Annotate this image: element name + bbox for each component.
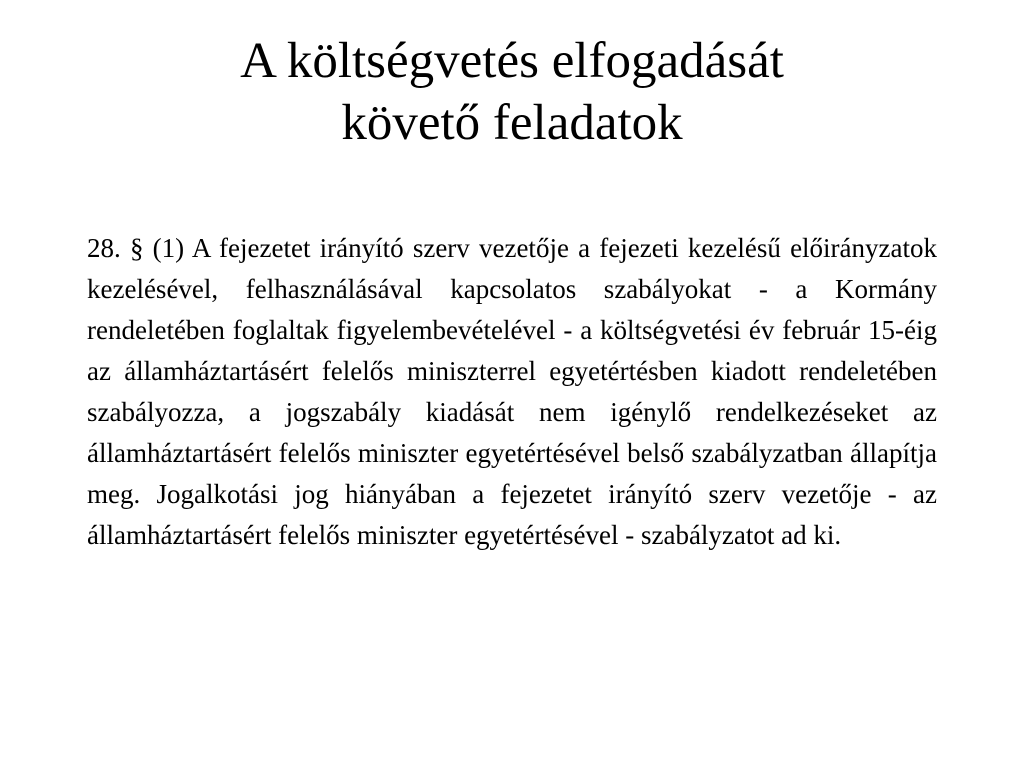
title-line-1: A költségvetés elfogadását	[240, 33, 784, 89]
slide-title	[80, 30, 944, 154]
body-paragraph: 28. § (1) A fejezetet irányító szerv vezetője a fejezeti kezelésű előirányzatok kezelésével, felhasználásával kapcsolatos szabályokat - a Kormány rendeletében foglaltak figyelembevételével - a költségvetési év február 15-éig az államháztartásért felelős miniszterrel egyetértésben kiadott rendeletében szabályozza, a jogszabály kiadását nem igénylő rendelkezéseket az államháztartásért felelős miniszter egyetértésével belső szabályzatban állapítja meg. Jogalkotási jog hiányában a fejezetet irányító szerv vezetője - az államháztartásért felelős miniszter egyetértésével - szabályzatot ad ki.	[87, 233, 937, 550]
title-line-2: követő feladatok	[341, 95, 683, 151]
